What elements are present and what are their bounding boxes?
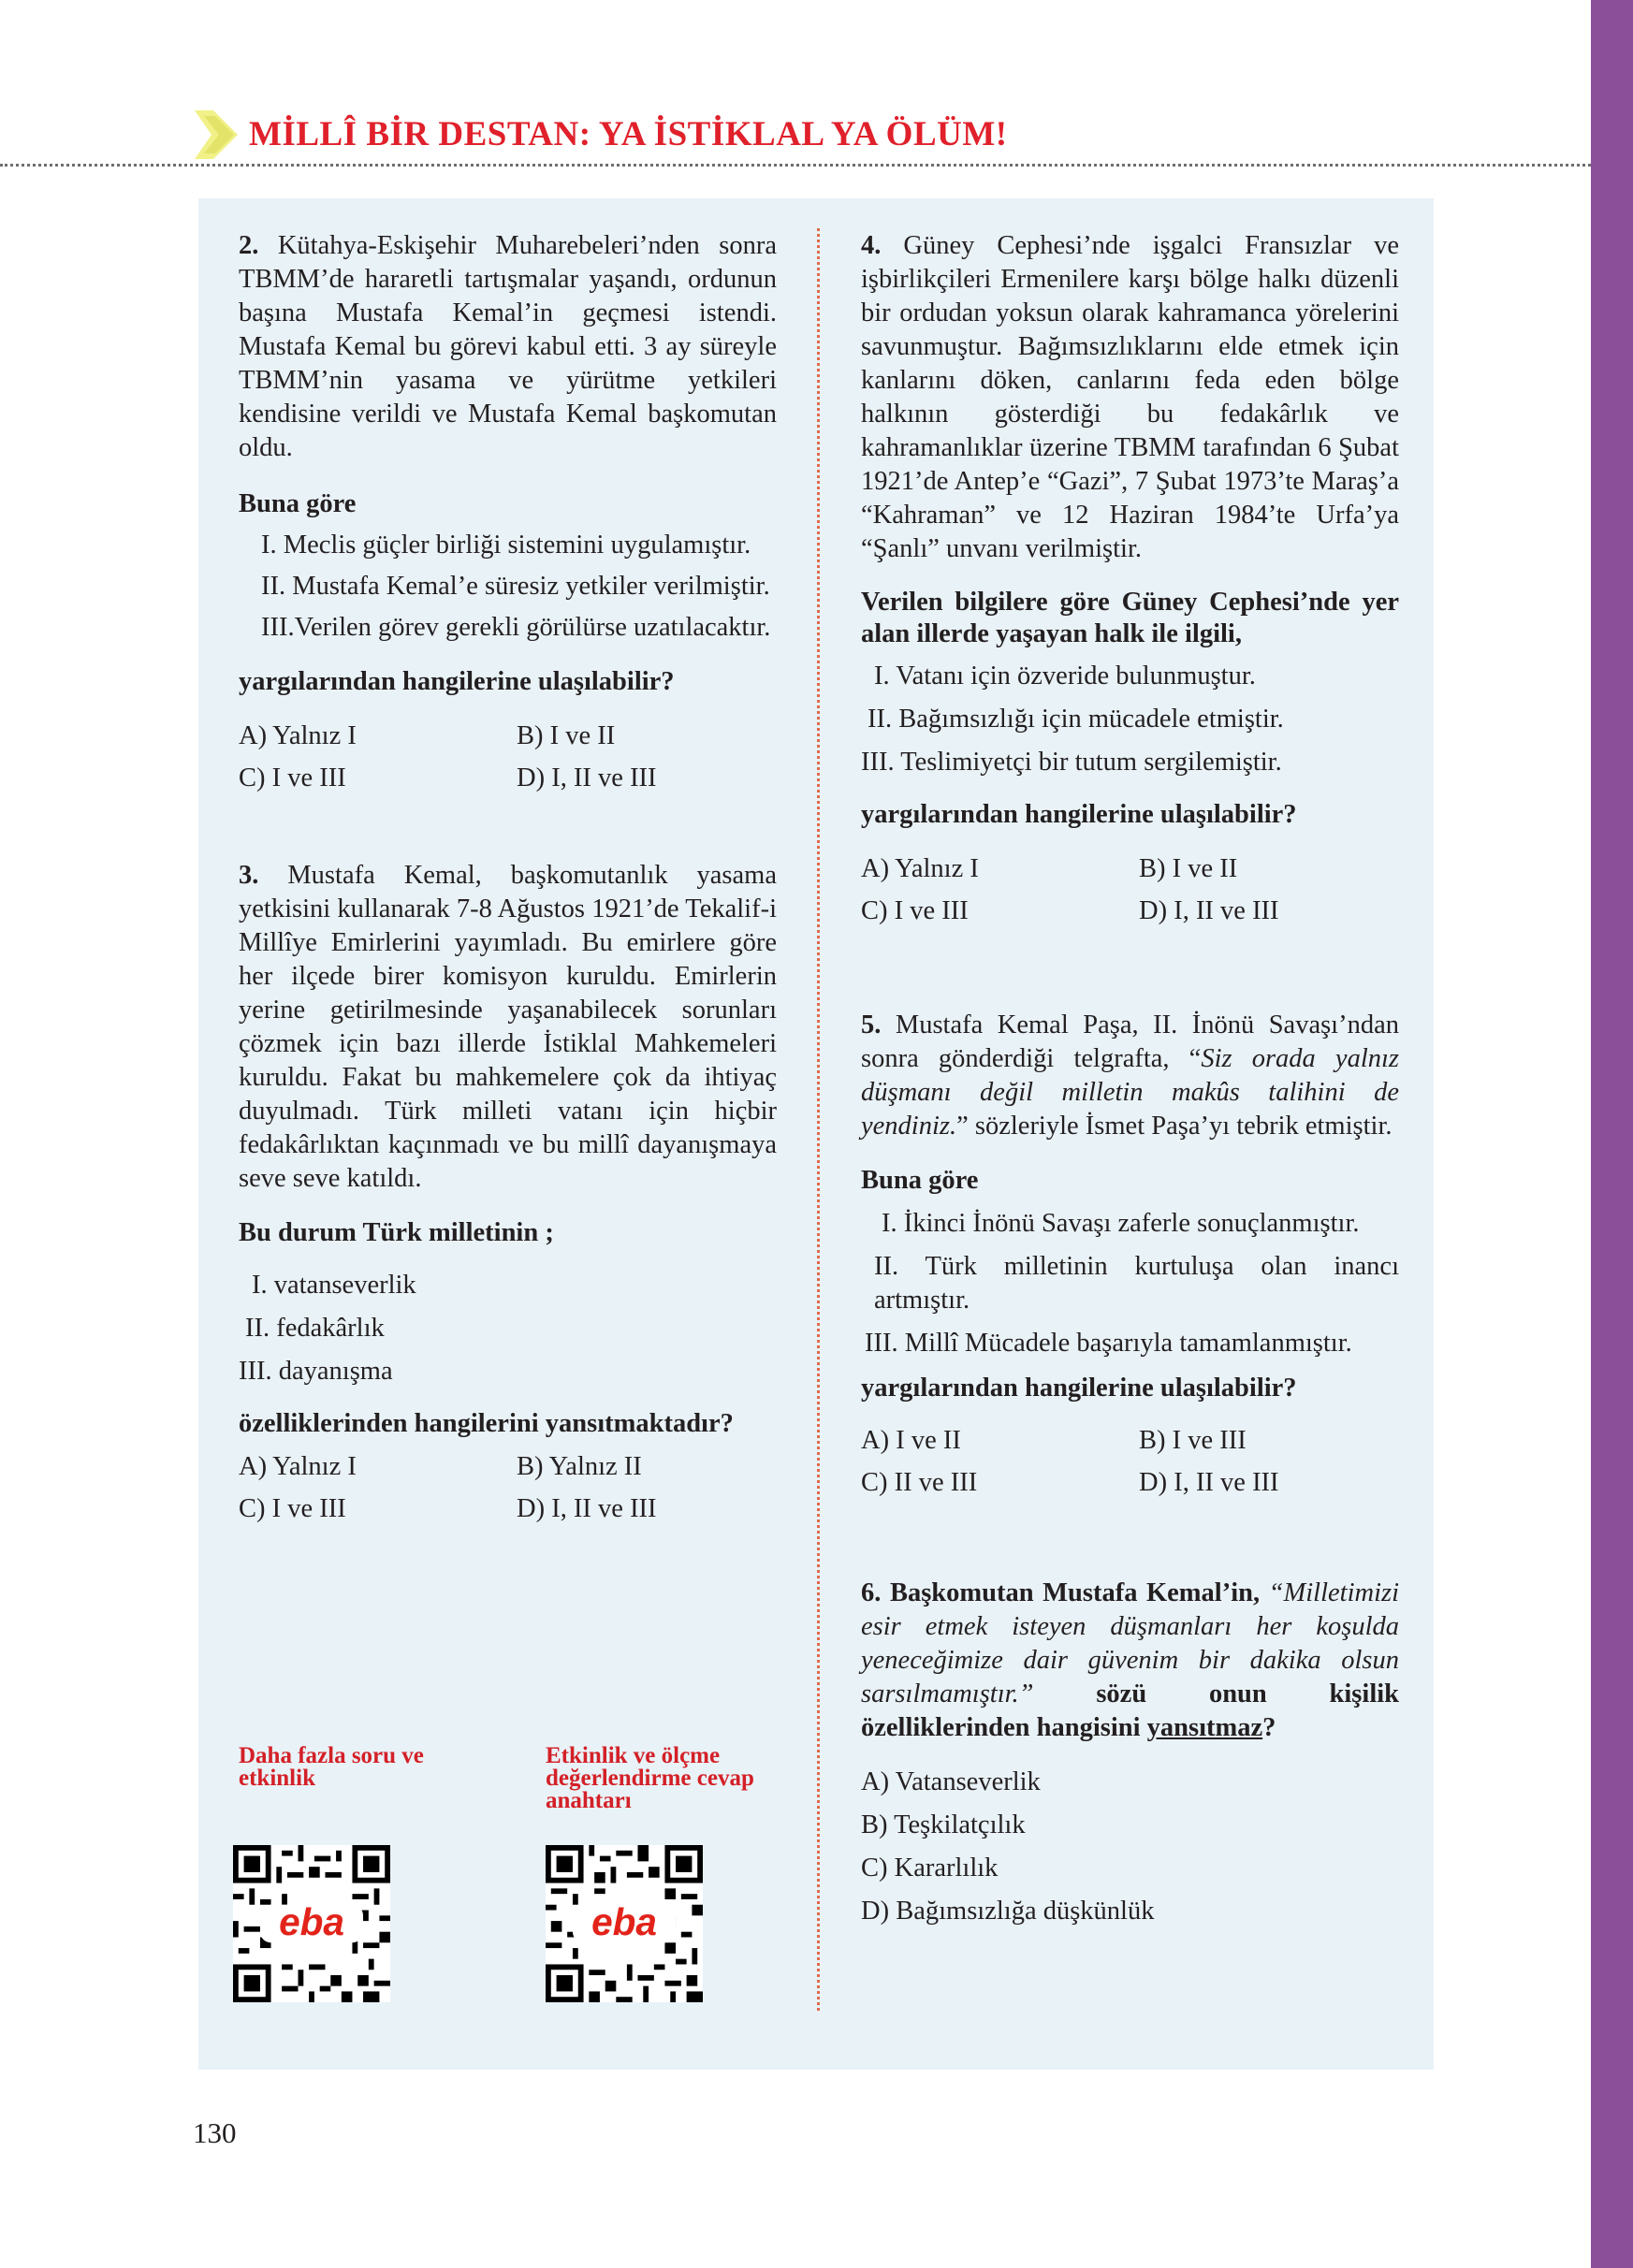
option-a[interactable]: A) Yalnız I — [861, 854, 979, 883]
statement: III. Teslimiyetçi bir tutum sergilemiştir. — [861, 748, 1282, 777]
option-d[interactable]: D) Bağımsızlığa düşkünlük — [861, 1897, 1155, 1926]
option-c[interactable]: C) I ve III — [861, 896, 969, 925]
question-prompt: yargılarından hangilerine ulaşılabilir? — [239, 667, 675, 696]
question-text — [861, 1577, 1399, 1745]
question-5 — [861, 1009, 1399, 1500]
question-lead: Verilen bilgilere göre Güney Cephesi’nde yer alan illerde yaşayan halk ile ilgili, — [861, 588, 1399, 648]
option-c[interactable]: C) Kararlılık — [861, 1854, 999, 1883]
question-body: Kütahya-Eskişehir Muharebeleri’nden sonra TBMM’de hararetli tartışmalar yaşandı, ordunun başına Mustafa Kemal’in geçmesi istendi. Mustafa Kemal bu görevi kabul etti. 3 ay süreyle TBMM’nin yasama ve yürütme yetkileri kendisine verildi ve Mustafa Kemal başkomutan oldu. — [239, 231, 777, 462]
title-divider — [0, 164, 1591, 167]
question-number: 3. — [239, 861, 259, 890]
statement: I. Meclis güçler birliği sistemini uygulamıştır. — [261, 531, 751, 560]
qr-code-answer-key[interactable] — [546, 1845, 703, 2002]
question-text — [861, 229, 1399, 566]
column-divider — [817, 228, 820, 2011]
answer-options — [239, 720, 777, 795]
statement: III.Verilen görev gerekli görülürse uzatılacaktır. — [261, 613, 771, 642]
question-lead: Bu durum Türk milletinin ; — [239, 1218, 554, 1247]
question-intro: Başkomutan Mustafa Kemal’in, — [889, 1578, 1261, 1607]
option-d[interactable]: D) I, II ve III — [517, 763, 657, 792]
question-text — [239, 859, 777, 1196]
statement: II. Türk milletinin kurtuluşa olan inancı artmıştır. — [874, 1252, 1399, 1315]
answer-options — [861, 852, 1399, 928]
option-a[interactable]: A) Yalnız I — [239, 721, 357, 750]
question-number: 6. — [861, 1578, 882, 1607]
question-number: 5. — [861, 1010, 882, 1040]
chevron-right-icon — [195, 110, 238, 159]
option-b[interactable]: B) Yalnız II — [517, 1452, 642, 1481]
question-2 — [239, 229, 777, 795]
question-body-end: ” sözleriyle İsmet Paşa’yı tebrik etmiştir. — [956, 1112, 1392, 1141]
option-b[interactable]: B) Teşkilatçılık — [861, 1810, 1026, 1839]
question-body: Güney Cephesi’nde işgalci Fransızlar ve işbirlikçileri Ermenilere karşı bölge halkı düzenli bir ordudan yoksun olarak kahramanca yörelerini savunmuştur. Bağımsızlıklarını elde etmek için kanlarını döken, canlarını feda eden bölge halkının gösterdiği bu fedakârlık ve kahramanlıklar üzerine TBMM tarafından 6 Şubat 1921’de Antep’e “Gazi”, 7 Şubat 1973’te Maraş’a “Kahraman” ve 12 Haziran 1984’te Urfa’ya “Şanlı” unvanı verilmiştir. — [861, 231, 1399, 563]
statement: I. İkinci İnönü Savaşı zaferle sonuçlanmıştır. — [882, 1209, 1360, 1238]
question-text — [239, 229, 777, 465]
statement: III. dayanışma — [239, 1357, 393, 1386]
question-mark: ? — [1262, 1713, 1276, 1742]
option-a[interactable]: A) Vatanseverlik — [861, 1767, 1041, 1796]
option-c[interactable]: C) II ve III — [861, 1468, 978, 1497]
question-prompt: sözü onun kişilik özelliklerinden hangisini — [861, 1679, 1400, 1742]
right-column — [861, 229, 1399, 1928]
page-edge-band — [1591, 0, 1633, 2268]
option-b[interactable]: B) I ve II — [517, 721, 616, 750]
question-prompt: özelliklerinden hangilerini yansıtmaktadır? — [239, 1409, 734, 1438]
quote: “Milletimizi esir etmek isteyen düşmanları her koşulda yeneceğimize dair güvenim bir dakika olsun sarsılmamıştır.” — [861, 1578, 1400, 1708]
statement: III. Millî Mücadele başarıyla tamamlanmıştır. — [865, 1329, 1352, 1358]
statement: I. vatanseverlik — [252, 1271, 416, 1300]
page-number: 130 — [193, 2116, 237, 2149]
statement: II. Bağımsızlığı için mücadele etmiştir. — [868, 705, 1284, 734]
option-d[interactable]: D) I, II ve III — [517, 1494, 657, 1523]
question-lead: Buna göre — [239, 489, 357, 518]
option-d[interactable]: D) I, II ve III — [1139, 896, 1279, 925]
option-c[interactable]: C) I ve III — [239, 763, 346, 792]
question-4 — [861, 229, 1399, 928]
more-questions-label[interactable]: Daha fazla soru ve etkinlik — [239, 1743, 424, 1791]
option-c[interactable]: C) I ve III — [239, 1494, 346, 1523]
qr-code-more-questions[interactable] — [233, 1845, 390, 2002]
question-prompt: yargılarından hangilerine ulaşılabilir? — [861, 1374, 1297, 1403]
question-body: Mustafa Kemal Paşa, II. İnönü Savaşı’ndan sonra gönderdiği telgrafta, “ — [861, 1010, 1399, 1073]
question-number: 4. — [861, 231, 882, 260]
question-prompt: yargılarından hangilerine ulaşılabilir? — [861, 800, 1297, 829]
answer-options — [861, 1766, 1399, 1928]
option-b[interactable]: B) I ve III — [1139, 1426, 1247, 1455]
option-d[interactable]: D) I, II ve III — [1139, 1468, 1279, 1497]
negative-emphasis: yansıtmaz — [1146, 1713, 1263, 1742]
question-6 — [861, 1577, 1399, 1928]
eba-logo: eba — [279, 1900, 344, 1944]
left-column — [239, 229, 777, 1526]
page-title: MİLLÎ BİR DESTAN: YA İSTİKLAL YA ÖLÜM! — [249, 115, 1008, 153]
answer-options — [239, 1450, 777, 1526]
answer-key-label[interactable]: Etkinlik ve ölçme değerlendirme cevap anahtarı — [546, 1743, 754, 1813]
quote: Siz orada yalnız düşmanı değil milletin makûs talihini de yendiniz. — [861, 1044, 1399, 1141]
statement: II. Mustafa Kemal’e süresiz yetkiler verilmiştir. — [261, 572, 770, 601]
statement: II. fedakârlık — [245, 1314, 385, 1343]
question-3 — [239, 859, 777, 1526]
option-a[interactable]: A) I ve II — [861, 1426, 961, 1455]
question-text — [861, 1009, 1399, 1143]
question-lead: Buna göre — [861, 1166, 979, 1195]
answer-options — [861, 1424, 1399, 1500]
question-body: Mustafa Kemal, başkomutanlık yasama yetkisini kullanarak 7-8 Ağustos 1921’de Tekalif-i Millîye Emirlerini yayımladı. Bu emirlere göre her ilçede birer komisyon kuruldu. Emirlerin yerine getirilmesinde yaşanabilecek sorunları çözmek için bazı illerde İstiklal Mahkemeleri kuruldu. Fakat bu mahkemelere çok da ihtiyaç duyulmadı. Türk milleti vatanı için hiçbir fedakârlıktan kaçınmadı ve bu millî dayanışmaya seve seve katıldı. — [239, 861, 777, 1193]
option-a[interactable]: A) Yalnız I — [239, 1452, 357, 1481]
option-b[interactable]: B) I ve II — [1139, 854, 1238, 883]
statement: I. Vatanı için özveride bulunmuştur. — [874, 662, 1256, 691]
question-number: 2. — [239, 231, 259, 260]
eba-logo: eba — [591, 1900, 657, 1944]
